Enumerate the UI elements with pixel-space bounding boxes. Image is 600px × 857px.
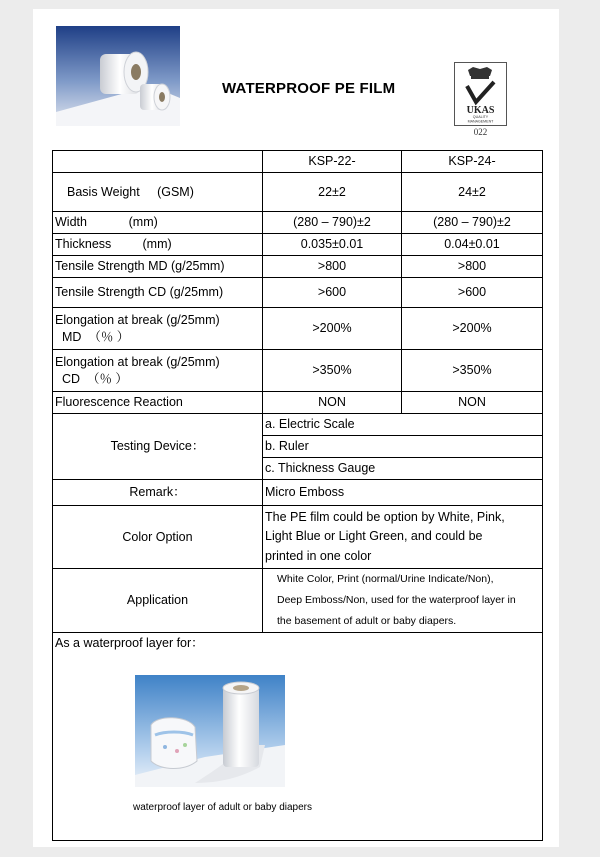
table-row [53, 350, 543, 392]
table-row [53, 480, 543, 506]
color-option-label: Color Option [53, 506, 263, 569]
header-cell-empty [53, 151, 263, 173]
column-header-ksp-22: KSP-22- [263, 151, 402, 173]
specification-table [52, 150, 543, 841]
testing-device-label: Testing Device： [53, 414, 263, 480]
remark-label: Remark： [53, 480, 263, 506]
table-row [53, 569, 543, 633]
cell-value: >600 [402, 278, 543, 308]
cell-value: >350% [263, 350, 402, 392]
svg-text:MANAGEMENT: MANAGEMENT [467, 119, 494, 124]
cell-value: >800 [263, 256, 402, 278]
row-label-elongation-cd: Elongation at break (g/25mm) CD （％ ） [53, 350, 263, 392]
row-label-tensile-cd: Tensile Strength CD (g/25mm) [53, 278, 263, 308]
column-header-ksp-24: KSP-24- [402, 151, 543, 173]
table-row [53, 278, 543, 308]
cell-value: >600 [263, 278, 402, 308]
table-row [53, 506, 543, 569]
row-label-basis-weight: Basis Weight (GSM) [53, 173, 263, 212]
diaper-and-film-roll-image [135, 675, 285, 787]
row-label-tensile-md: Tensile Strength MD (g/25mm) [53, 256, 263, 278]
cell-value: (280 – 790)±2 [402, 212, 543, 234]
cell-value: 0.04±0.01 [402, 234, 543, 256]
row-label-elongation-md: Elongation at break (g/25mm) MD （％ ） [53, 308, 263, 350]
usage-label: As a waterproof layer for： [55, 636, 204, 650]
application-value: White Color, Print (normal/Urine Indicate/Non), Deep Emboss/Non, used for the waterproof layer in the basement of adult or baby diapers. [263, 569, 543, 633]
cell-value: >800 [402, 256, 543, 278]
cell-value: >350% [402, 350, 543, 392]
table-header-row [53, 151, 543, 173]
usage-cell [53, 633, 543, 841]
table-row [53, 308, 543, 350]
table-row [53, 633, 543, 841]
usage-image-caption: waterproof layer of adult or baby diapers [133, 802, 312, 813]
cell-value: >200% [263, 308, 402, 350]
svg-text:QUALITY: QUALITY [472, 115, 489, 119]
cell-value: 0.035±0.01 [263, 234, 402, 256]
cell-value: 22±2 [263, 173, 402, 212]
table-row [53, 234, 543, 256]
table-row [53, 212, 543, 234]
ukas-certification-logo [454, 62, 507, 137]
ukas-logo-text: UKAS [466, 105, 495, 116]
cell-value: (280 – 790)±2 [263, 212, 402, 234]
cell-value: 24±2 [402, 173, 543, 212]
remark-value: Micro Emboss [263, 480, 543, 506]
color-option-value: The PE film could be option by White, Pink, Light Blue or Light Green, and could be printed in one color [263, 506, 543, 569]
row-label-fluorescence: Fluorescence Reaction [53, 392, 263, 414]
table-row [53, 256, 543, 278]
cell-value: NON [263, 392, 402, 414]
table-row [53, 414, 543, 436]
document-title: WATERPROOF PE FILM [222, 80, 396, 97]
testing-device-item: b. Ruler [263, 436, 543, 458]
testing-device-item: a. Electric Scale [263, 414, 543, 436]
testing-device-item: c. Thickness Gauge [263, 458, 543, 480]
cell-value: NON [402, 392, 543, 414]
ukas-number: 022 [473, 127, 488, 137]
row-label-thickness: Thickness (mm) [53, 234, 263, 256]
table-row [53, 392, 543, 414]
row-label-width: Width (mm) [53, 212, 263, 234]
cell-value: >200% [402, 308, 543, 350]
pe-film-roll-image [56, 26, 180, 126]
application-label: Application [53, 569, 263, 633]
table-row [53, 173, 543, 212]
